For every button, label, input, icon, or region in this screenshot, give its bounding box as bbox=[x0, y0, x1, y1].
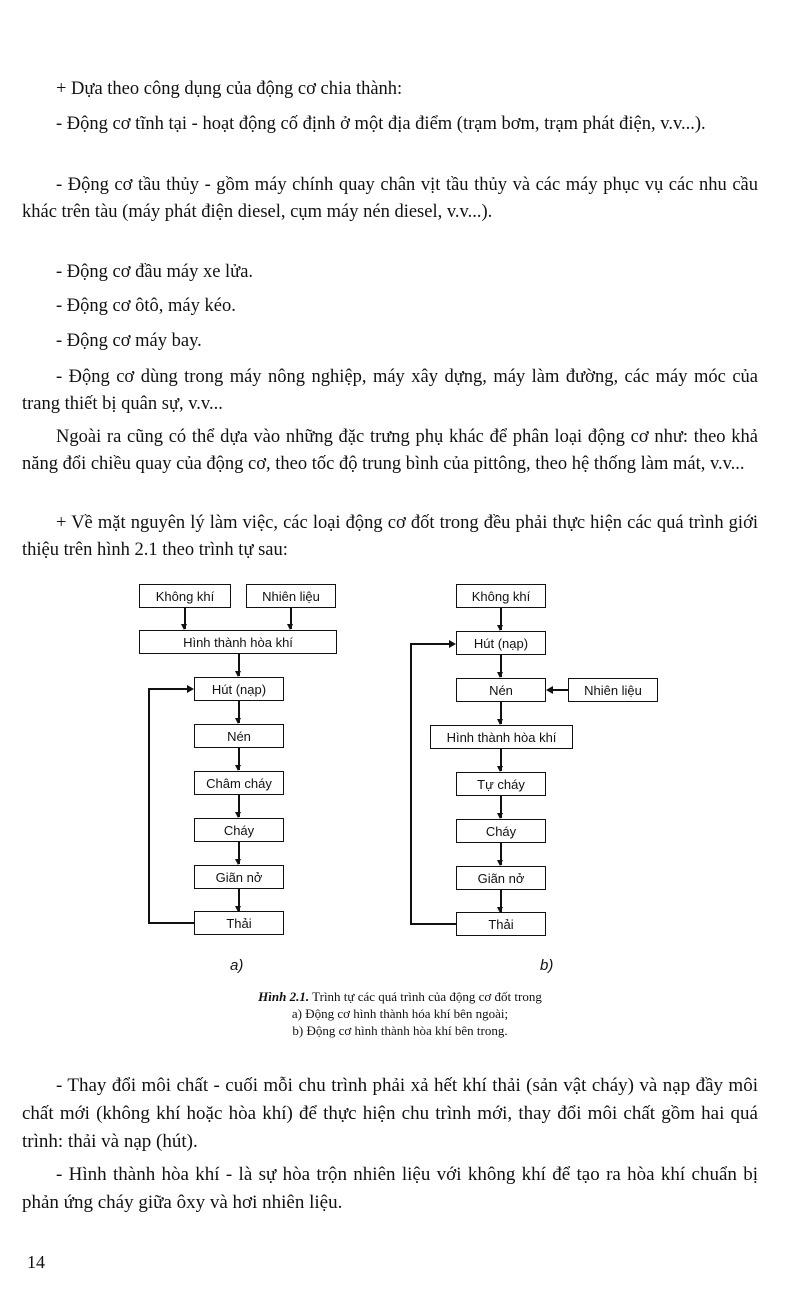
box-b-air: Không khí bbox=[456, 584, 546, 608]
caption-title: Hình 2.1. bbox=[258, 989, 310, 1004]
box-b-compression: Nén bbox=[456, 678, 546, 702]
paragraph-locomotive-engine: - Động cơ đầu máy xe lửa. bbox=[56, 262, 254, 282]
page-number: 14 bbox=[27, 1252, 45, 1272]
caption-line1: Trình tự các quá trình của động cơ đốt trong bbox=[312, 989, 542, 1004]
box-b-combustion: Cháy bbox=[456, 819, 546, 843]
label-b: b) bbox=[540, 957, 554, 974]
label-a: a) bbox=[230, 957, 244, 974]
caption-line2: a) Động cơ hình thành hóa khí bên ngoài; bbox=[291, 1006, 509, 1021]
box-b-exhaust: Thải bbox=[456, 912, 546, 936]
paragraph-automotive-engine: - Động cơ ôtô, máy kéo. bbox=[56, 296, 236, 316]
box-b-selfignition: Tự cháy bbox=[456, 772, 546, 796]
paragraph-working-principle: + Về mặt nguyên lý làm việc, các loại động cơ đốt trong đều phải thực hiện các quá trình giới thiệu trên hình 2.1 theo trình tự sau: bbox=[22, 513, 758, 560]
box-b-expansion: Giãn nở bbox=[456, 866, 546, 890]
box-b-intake: Hút (nạp) bbox=[456, 631, 546, 655]
paragraph-machinery-engine: - Động cơ dùng trong máy nông nghiệp, máy xây dựng, máy làm đường, các máy móc của trang thiết bị quân sự, v.v... bbox=[22, 367, 758, 414]
figure-caption bbox=[150, 988, 650, 1039]
caption-line3: b) Động cơ hình thành hòa khí bên trong. bbox=[292, 1023, 508, 1038]
paragraph-marine-engine: - Động cơ tầu thủy - gồm máy chính quay chân vịt tầu thủy và các máy phục vụ các nhu cầu khác trên tàu (máy phát điện diesel, cụm máy nén diesel, v.v...). bbox=[22, 175, 758, 222]
paragraph-other-features: Ngoài ra cũng có thể dựa vào những đặc trưng phụ khác để phân loại động cơ như: theo khả năng đổi chiều quay của động cơ, theo tốc độ trung bình của pittông, theo hệ thống làm mát, v.v... bbox=[22, 427, 758, 474]
box-a-intake: Hút (nạp) bbox=[194, 677, 284, 701]
box-a-combustion: Cháy bbox=[194, 818, 284, 842]
paragraph-stationary-engine: - Động cơ tĩnh tại - hoạt động cố định ở một địa điểm (trạm bơm, trạm phát điện, v.v...). bbox=[56, 114, 706, 134]
box-a-mixing: Hình thành hòa khí bbox=[139, 630, 337, 654]
paragraph-aircraft-engine: - Động cơ máy bay. bbox=[56, 331, 202, 351]
box-a-ignition: Châm cháy bbox=[194, 771, 284, 795]
paragraph-usage-classification: + Dựa theo công dụng của động cơ chia thành: bbox=[56, 79, 403, 99]
box-a-air: Không khí bbox=[139, 584, 231, 608]
box-a-compression: Nén bbox=[194, 724, 284, 748]
box-b-fuel: Nhiên liệu bbox=[568, 678, 658, 702]
box-a-expansion: Giãn nở bbox=[194, 865, 284, 889]
paragraph-change-medium: - Thay đổi môi chất - cuối mỗi chu trình phải xả hết khí thải (sản vật cháy) và nạp đầy môi chất mới (không khí hoặc hòa khí) để thực hiện chu trình mới, thay đổi môi chất gồm hai quá trình: thải và nạp (hút). bbox=[22, 1075, 758, 1152]
box-a-exhaust: Thải bbox=[194, 911, 284, 935]
box-a-fuel: Nhiên liệu bbox=[246, 584, 336, 608]
paragraph-mixture-formation: - Hình thành hòa khí - là sự hòa trộn nhiên liệu với không khí để tạo ra hòa khí chuẩn bị phản ứng cháy giữa ôxy và hơi nhiên liệu. bbox=[22, 1164, 758, 1213]
box-b-mixing: Hình thành hòa khí bbox=[430, 725, 573, 749]
